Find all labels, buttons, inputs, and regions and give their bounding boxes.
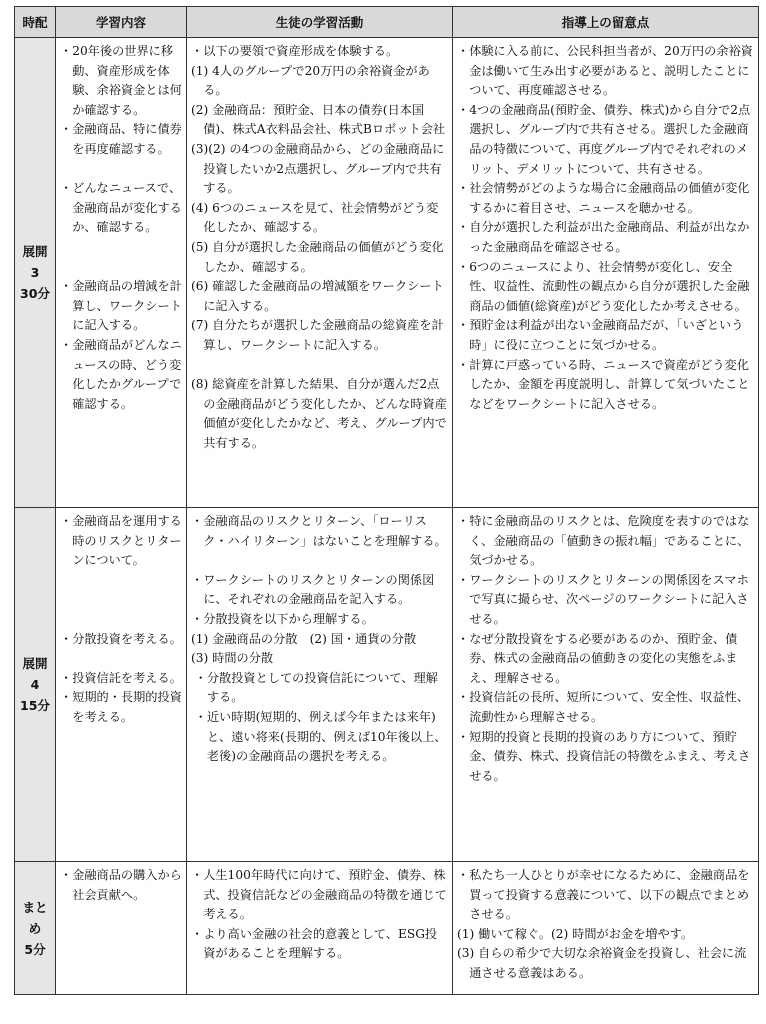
content-cell [56,862,187,995]
list-item: ・ 20年後の世界に移動、資産形成を体験、余裕資金とは何か確認する。 [60,42,182,120]
header-content: 学習内容 [56,7,187,38]
list-item: ・ 分散投資を考える。 [60,630,182,650]
content-cell [56,508,187,862]
list-item: (7) 自分たちが選択した金融商品の総資産を計算し、ワークシートに記入する。 [191,318,444,352]
list-item: ・ ワークシートのリスクとリターンの関係図に、それぞれの金融商品を記入する。 [191,571,448,610]
list-item: ・ 分散投資を以下から理解する。 [191,610,448,630]
list-item: ・ 計算に戸惑っている時、ニュースで資産がどう変化したか、金額を再度説明し、計算して気づいたことなどをワークシートに記入させる。 [457,356,754,415]
list-item: ・ 分散投資としての投資信託について、理解する。 [195,669,448,708]
notes-cell [453,508,759,862]
list-item: ・ 投資信託の長所、短所について、安全性、収益性、流動性から理解させる。 [457,688,754,727]
list-item: (3) 時間の分散 [191,651,274,666]
list-item: (3) 自らの希少で大切な余裕資金を投資し、社会に流通させる意義はある。 [457,946,747,980]
activity-cell [187,508,453,862]
list-item: ・ 金融商品の増減を計算し、ワークシートに記入する。 [60,277,182,336]
list-item: ・ 近い時期(短期的、例えば今年または来年)と、遠い将来(長期的、例えば10年後以上、老後)の金融商品の選択を考える。 [195,708,448,767]
list-item: (3)(2) の4つの金融商品から、どの金融商品に投資したいか2点選択し、グループ内で共有する。 [191,141,445,196]
list-item: ・ ワークシートのリスクとリターンの関係図をスマホで写真に撮らせ、次ページのワークシートに記入させる。 [457,571,754,630]
list-item: (8) 総資産を計算した結果、自分が選んだ2点の金融商品がどう変化したか、どんな時資産価値が変化したかなど、考え、グループ内で共有する。 [191,377,447,450]
lesson-plan-table [14,6,759,995]
header-notes: 指導上の留意点 [453,7,759,38]
time-cell: 展開 3 30分 [15,38,56,508]
list-item: ・ 4つの金融商品(預貯金、債券、株式)から自分で2点選択し、グループ内で共有させる。選択した金融商品の特徴について、再度グループ内でそれぞれのメリット、デメリットについて、共有させる。 [457,101,754,179]
list-item: ・ 社会情勢がどのような場合に金融商品の価値が変化するかに着目させ、ニュースを聴かせる。 [457,179,754,218]
list-item: ・ なぜ分散投資をする必要があるのか、預貯金、債券、株式の金融商品の値動きの変化の実態をふまえ、理解させる。 [457,630,754,689]
list-item: (1) 金融商品の分散 (2) 国・通貨の分散 [191,631,417,646]
list-item: ・ 自分が選択した利益が出た金融商品、利益が出なかった金融商品を確認させる。 [457,218,754,257]
table-row [15,38,759,508]
content-cell [56,38,187,508]
list-item: ・ 体験に入る前に、公民科担当者が、20万円の余裕資金は働いて生み出す必要があると、説明したことについて、再度確認させる。 [457,42,754,101]
header-row [15,7,759,38]
list-item: ・ 金融商品の購入から社会貢献へ。 [60,866,182,905]
list-item: ・ 金融商品がどんなニュースの時、どう変化したかグループで確認する。 [60,336,182,414]
list-item: ・ 投資信託を考える。 [60,669,182,689]
list-item: ・ 私たち一人ひとりが幸せになるために、金融商品を買って投資する意義について、以下の観点でまとめさせる。 [457,866,754,925]
list-item: ・ 人生100年時代に向けて、預貯金、債券、株式、投資信託などの金融商品の特徴を通じて考える。 [191,866,448,925]
table-row [15,508,759,862]
header-time: 時配 [15,7,56,38]
list-item: ・ 金融商品を運用する時のリスクとリターンについて。 [60,512,182,571]
list-item: ・ 6つのニュースにより、社会情勢が変化し、安全性、収益性、流動性の観点から自分が選択した金融商品の価値(総資産)がどう変化したか考えさせる。 [457,258,754,317]
list-item: (4) 6つのニュースを見て、社会情勢がどう変化したか、確認する。 [191,200,439,235]
list-item: ・ 金融商品のリスクとリターン、「ローリスク・ハイリターン」はないことを理解する。 [191,512,448,551]
list-item: ・ どんなニュースで、金融商品が変化するか、確認する。 [60,179,182,238]
list-item: (5) 自分が選択した金融商品の価値がどう変化したか、確認する。 [191,239,444,274]
list-item: ・ 以下の要領で資産形成を体験する。 [191,42,448,62]
table-row [15,862,759,995]
activity-cell [187,862,453,995]
list-item: (1) 4人のグループで20万円の余裕資金がある。 [191,63,430,98]
list-item: (1) 働いて稼ぐ。(2) 時間がお金を増やす。 [457,926,694,941]
activity-cell [187,38,453,508]
list-item: ・ 特に金融商品のリスクとは、危険度を表すのではなく、金融商品の「値動きの振れ幅」であることに、気づかせる。 [457,512,754,571]
notes-cell [453,862,759,995]
list-item: ・ 金融商品、特に債券を再度確認する。 [60,120,182,159]
list-item: (6) 確認した金融商品の増減額をワークシートに記入する。 [191,279,444,313]
list-item: ・ 預貯金は利益が出ない金融商品だが、「いざという時」に役に立つことに気づかせる。 [457,316,754,355]
list-item: (2) 金融商品：預貯金、日本の債券(日本国債)、株式A衣料品会社、株式Bロボット会社 [191,102,446,137]
time-cell: 展開 4 15分 [15,508,56,862]
header-activity: 生徒の学習活動 [187,7,453,38]
time-cell: まと め 5分 [15,862,56,995]
list-item: ・ より高い金融の社会的意義として、ESG投資があることを理解する。 [191,925,448,964]
notes-cell [453,38,759,508]
list-item: ・ 短期的投資と長期的投資のあり方について、預貯金、債券、株式、投資信託の特徴をふまえ、考えさせる。 [457,728,754,787]
list-item: ・ 短期的・長期的投資を考える。 [60,688,182,727]
